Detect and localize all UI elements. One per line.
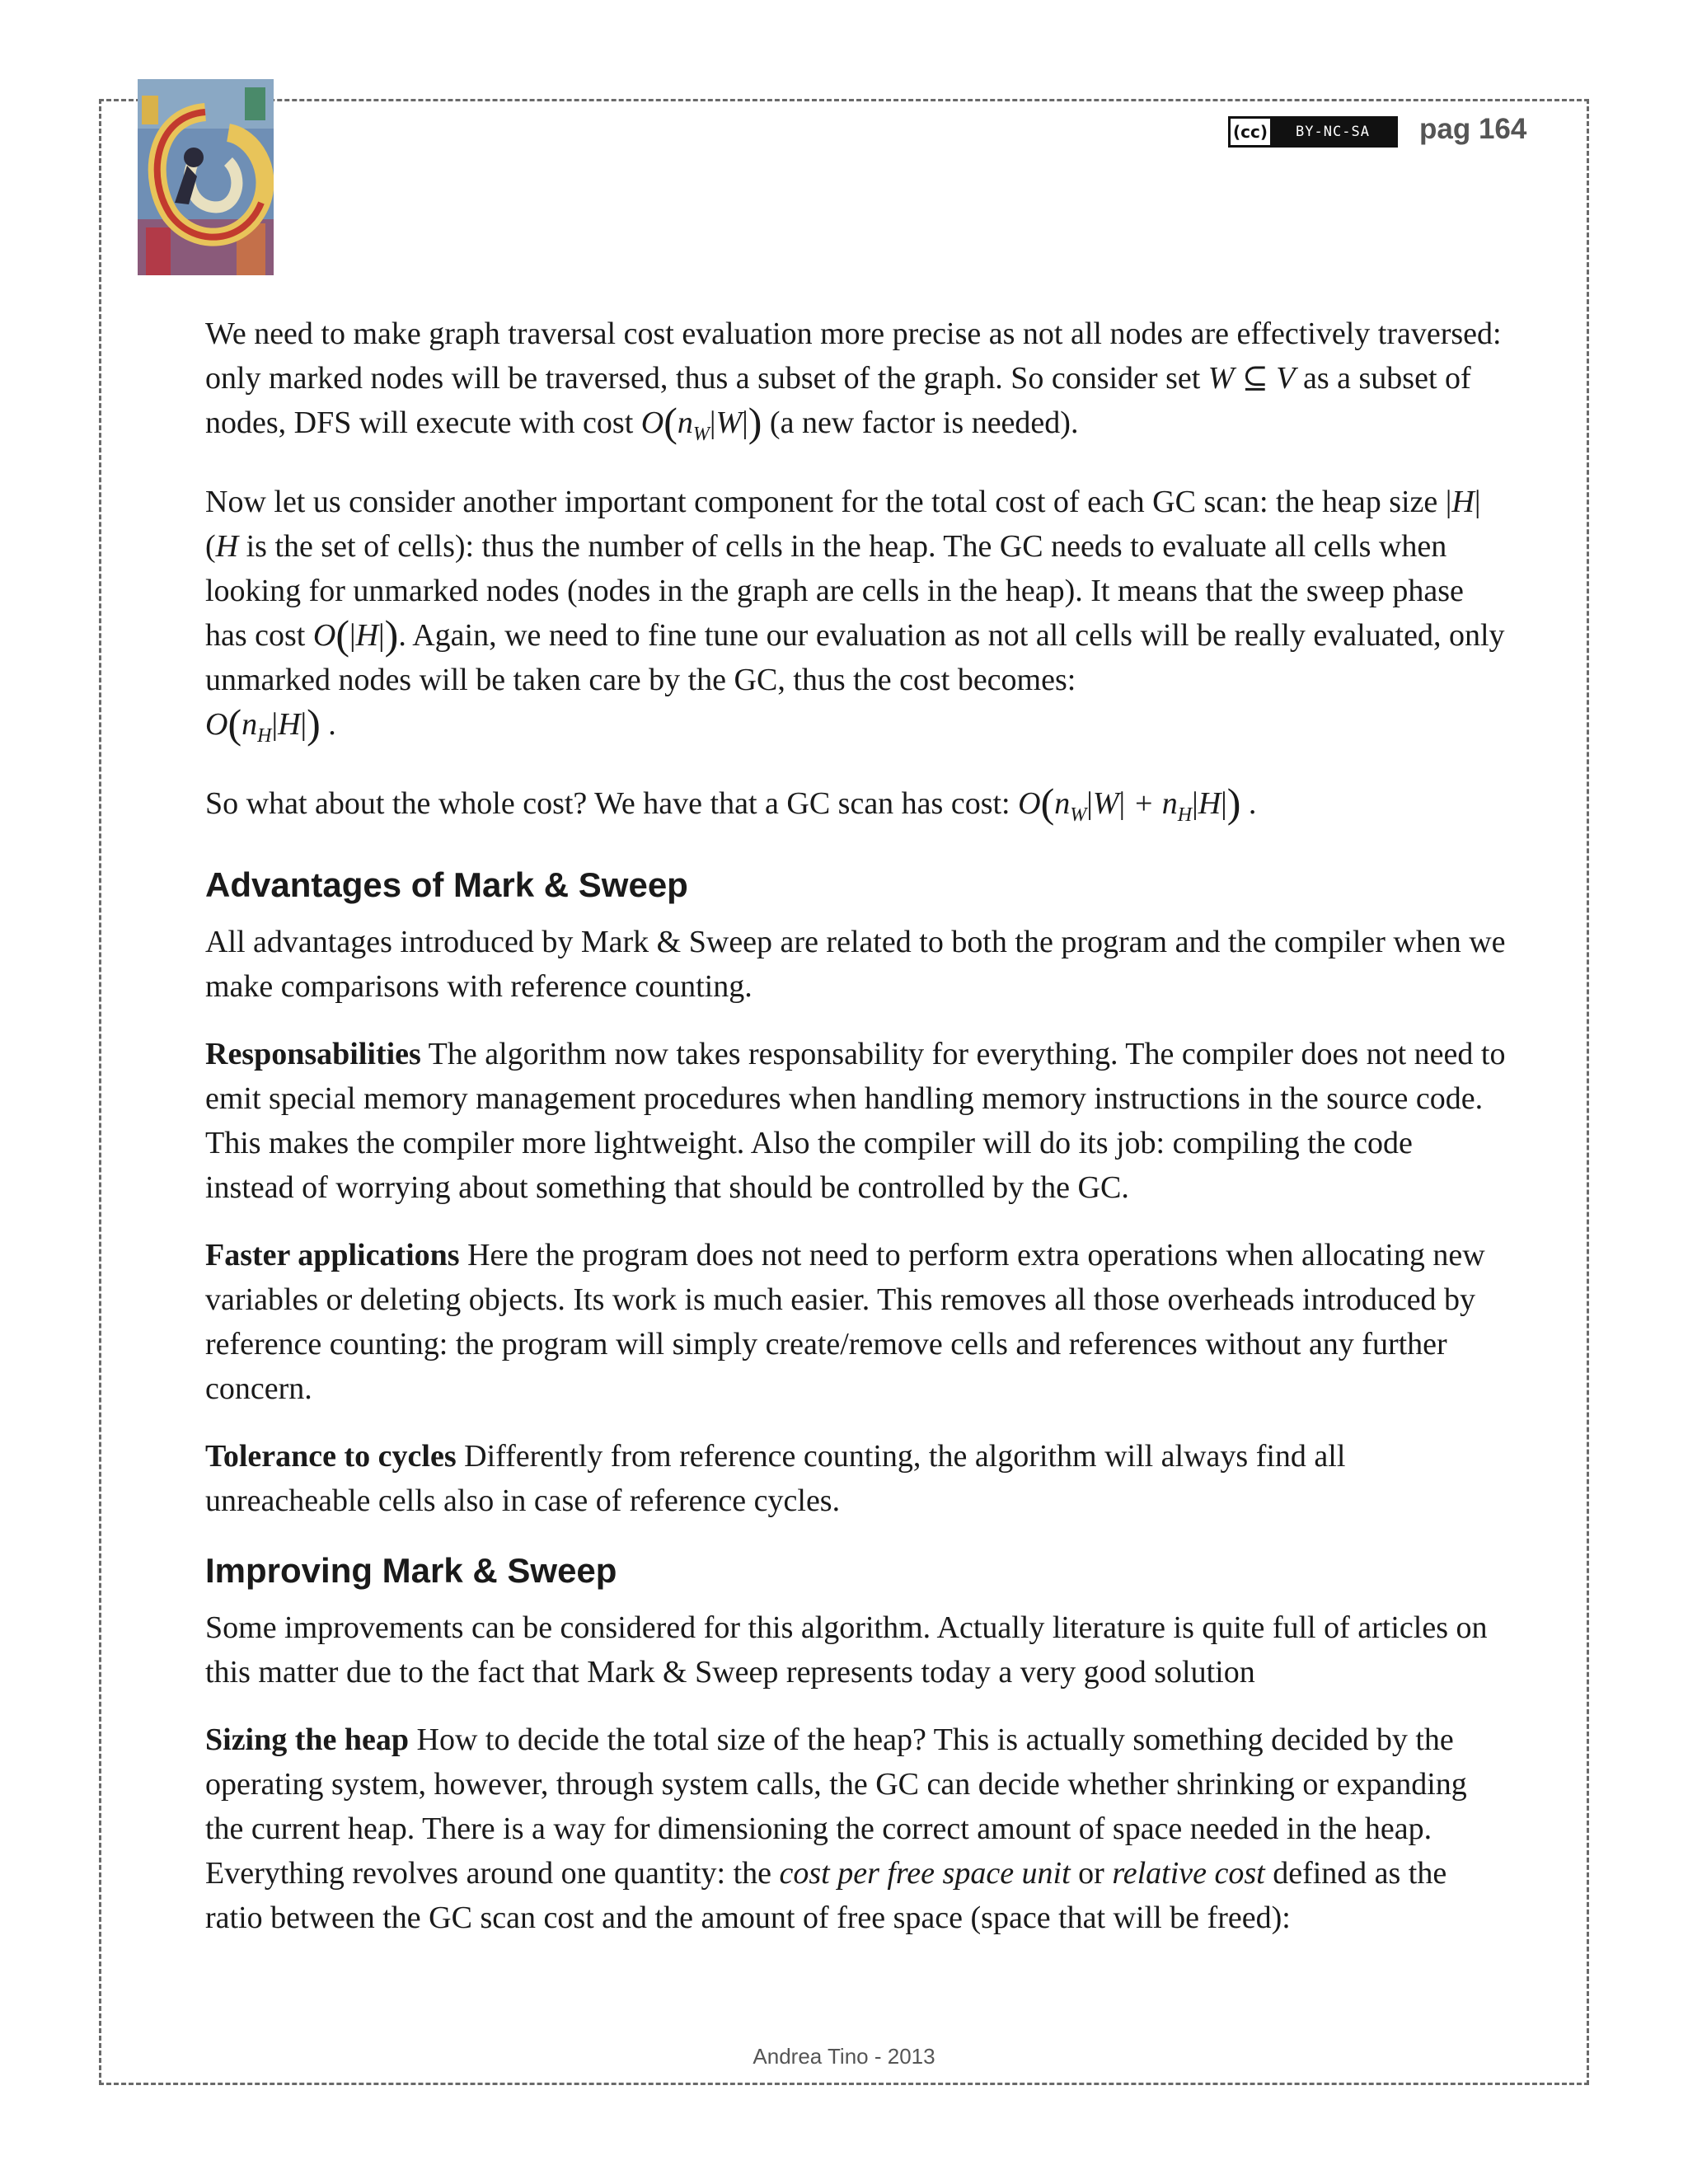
- paragraph-sizing-heap: Sizing the heap How to decide the total size of the heap? This is actually something decided by the operating system, however, through system calls, the GC can decide whether shrinking or expanding the current heap. There is a way for dimensioning the correct amount of space needed in the heap. Everything revolves around one quantity: the cost per free space unit or relative cost defined as the ratio between the GC scan cost and the amount of free space (space that will be freed):: [205, 1722, 1467, 1935]
- paragraph-whole-cost: So what about the whole cost? We have that a GC scan has cost: $O(n_W|W| + n_H|H|)$ .: [205, 780, 1257, 826]
- math-heap-size: |H|: [1445, 485, 1481, 519]
- license-text: BY-NC-SA: [1270, 119, 1395, 145]
- cc-icon: (cc): [1233, 122, 1268, 142]
- page-content: [205, 312, 1507, 1963]
- heading-improving: Improving Mark & Sweep: [205, 1551, 617, 1590]
- math-sweep-cost: O(|H|): [312, 612, 399, 658]
- paragraph-improvements-intro: Some improvements can be considered for this algorithm. Actually literature is quite full of articles on this matter due to the fact that Mark & Sweep represents today a very good solution: [205, 1610, 1488, 1690]
- heading-advantages: Advantages of Mark & Sweep: [205, 865, 688, 904]
- math-w-subset-v: W ⊆ V: [1207, 361, 1296, 396]
- math-dfs-cost: $O(n_W|W|)$: [640, 399, 762, 445]
- book-cover-image: [138, 79, 274, 275]
- page-footer: Andrea Tino - 2013: [753, 2044, 935, 2069]
- page-number: pag 164: [1419, 113, 1527, 145]
- paragraph-tolerance-cycles: Tolerance to cycles Differently from reference counting, the algorithm will always find all unreacheable cells also in case of reference cycles.: [205, 1439, 1346, 1518]
- paragraph-heap-size: Now let us consider another important component for the total cost of each GC scan: the heap size |H| (H is the set of cells): thus the number of cells in the heap. The GC needs to evaluate all cells when looking for unmarked nodes (nodes in the graph are cells in the heap). It means that the sweep phase has cost O(|H|). Again, we need to fine tune our evaluation as not all cells will be really evaluated, only unmarked nodes will be taken care by the GC, thus the cost becomes: $O(n_H|H|)$ .: [205, 485, 1505, 747]
- paragraph-faster-applications: Faster applications Here the program does not need to perform extra operations when allocating new variables or deleting objects. Its work is much easier. This removes all those overheads introduced by reference counting: the program will simply create/remove cells and references without any further concern.: [205, 1238, 1485, 1406]
- math-total-cost: $O(n_W|W| + n_H|H|)$: [1018, 780, 1241, 826]
- math-refined-sweep-cost: $O(n_H|H|)$: [205, 701, 321, 747]
- paragraph-advantages-intro: All advantages introduced by Mark & Sweep are related to both the program and the compiler when we make comparisons with reference counting.: [205, 925, 1506, 1004]
- license-badge: [1228, 116, 1398, 148]
- paragraph-traversal-cost: We need to make graph traversal cost evaluation more precise as not all nodes are effectively traversed: only marked nodes will be traversed, thus a subset of the graph. So consider set W ⊆ V as a subset of nodes, DFS will execute with cost $O(n_W|W|)$ (a new factor is needed).: [205, 316, 1502, 445]
- paragraph-responsabilities: Responsabilities The algorithm now takes responsability for everything. The compiler does not need to emit special memory management procedures when handling memory instructions in the source code. This makes the compiler more lightweight. Also the compiler will do its job: compiling the code instead of worrying about something that should be controlled by the GC.: [205, 1037, 1506, 1205]
